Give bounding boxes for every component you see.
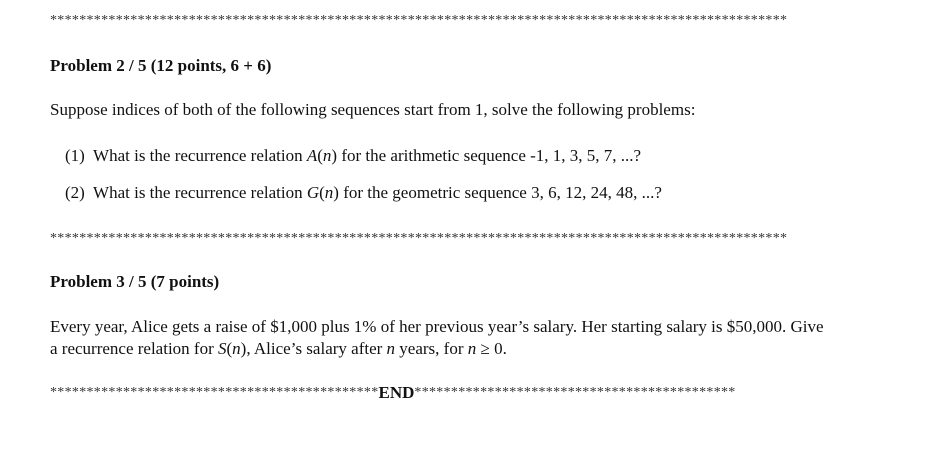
item-number: (2): [65, 183, 85, 202]
problem-2-intro: Suppose indices of both of the following sequences start from 1, solve the following problems:: [50, 100, 696, 119]
end-label: END: [378, 383, 415, 402]
item-text-pre: What is the recurrence relation: [93, 183, 307, 202]
function-name: G: [306, 183, 320, 202]
problem-3-body: [50, 316, 824, 360]
separator-end-right: ********************************************: [414, 385, 736, 400]
separator-middle: *****************************************************************************************************: [50, 231, 788, 246]
function-arg: n: [324, 183, 334, 202]
problem-2-item-2: (2) What is the recurrence relation G(n) for the geometric sequence 3, 6, 12, 24, 48, ...?: [65, 183, 662, 202]
problem-3-heading: Problem 3 / 5 (7 points): [50, 272, 220, 291]
problem-3-line-2: a recurrence relation for S(n), Alice’s salary after n years, for n ≥ 0.: [50, 339, 507, 358]
separator-top: *****************************************************************************************************: [50, 13, 788, 28]
item-text-post: for the geometric sequence 3, 6, 12, 24, 48, ...?: [338, 183, 662, 202]
function-arg: n: [232, 339, 241, 358]
text: a recurrence relation for: [50, 339, 218, 358]
problem-2-heading: Problem 2 / 5 (12 points, 6 + 6): [50, 56, 272, 75]
variable: n: [467, 339, 477, 358]
function-name: A: [306, 146, 318, 165]
function-arg: n: [322, 146, 332, 165]
separator-end: [50, 383, 736, 402]
separator-end-left: *********************************************: [50, 385, 379, 400]
variable: n: [386, 339, 396, 358]
text: , Alice’s salary after: [246, 339, 387, 358]
text: years, for: [395, 339, 468, 358]
item-text-pre: What is the recurrence relation: [93, 146, 307, 165]
problem-3-line-1: Every year, Alice gets a raise of $1,000 plus 1% of her previous year’s salary. Her starting salary is $50,000. Give: [50, 317, 824, 336]
problem-2-item-1: (1) What is the recurrence relation A(n) for the arithmetic sequence -1, 1, 3, 5, 7, ...?: [65, 146, 642, 165]
item-number: (1): [65, 146, 85, 165]
item-text-post: for the arithmetic sequence -1, 1, 3, 5, 7, ...?: [337, 146, 642, 165]
function-name: S: [218, 339, 227, 358]
text: ≥ 0.: [476, 339, 507, 358]
